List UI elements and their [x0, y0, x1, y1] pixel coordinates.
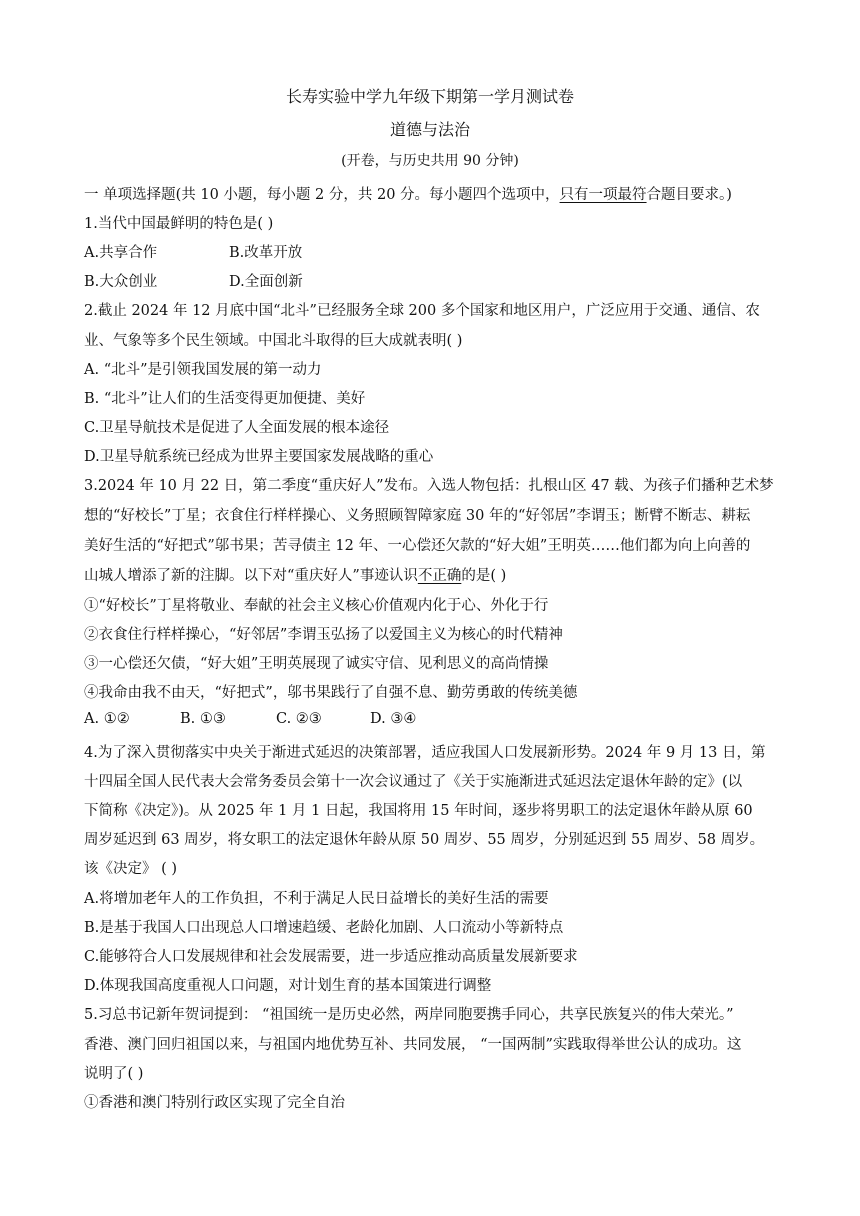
q5-statement-1: ①香港和澳门特别行政区实现了完全自治 [84, 1095, 345, 1111]
q2-option-d: D.卫星导航系统已经成为世界主要国家发展战略的重心 [84, 449, 434, 465]
q4-option-b: B.是基于我国人口出现总人口增速趋缓、老龄化加剧、人口流动小等新特点 [84, 920, 564, 936]
q3-statement-2: ②衣食住行样样操心，“好邻居”李谓玉弘扬了以爱国主义为核心的时代精神 [84, 627, 563, 643]
q1-options-row1 [84, 241, 302, 262]
q3-underlined: 不正确 [417, 568, 462, 584]
section-heading-text: 一 单项选择题(共 10 小题，每小题 2 分，共 20 分。每小题四个选项中， [84, 187, 560, 203]
subject-title: 道德与法治 [389, 120, 470, 139]
q3-options [84, 711, 416, 727]
q2-line-1: 2.截止 2024 年 12 月底中国“北斗”已经服务全球 200 多个国家和地区用户，广泛应用于交通、通信、农 [84, 303, 760, 319]
q2-option-c: C.卫星导航技术是促进了人全面发展的根本途径 [84, 420, 390, 436]
section-heading-underlined: 只有一项最符 [559, 187, 647, 203]
q4-line-2: 十四届全国人民代表大会常务委员会第十一次会议通过了《关于实施渐进式延迟法定退休年龄的定》(以 [84, 774, 743, 790]
q1-option-c: B.大众创业 [84, 274, 158, 290]
q4-option-d: D.体现我国高度重视人口问题，对计划生育的基本国策进行调整 [84, 978, 492, 994]
q4-option-a: A.将增加老年人的工作负担，不利于满足人民日益增长的美好生活的需要 [84, 891, 549, 907]
q4-line-5: 该《决定》 ( ) [84, 861, 178, 877]
q3-statement-4: ④我命由我不由天，“好把式”，邬书果践行了自强不息、勤劳勇敢的传统美德 [84, 685, 578, 701]
exam-note: (开卷，与历史共用 90 分钟) [341, 153, 519, 169]
q5-line-3: 说明了( ) [84, 1066, 144, 1082]
q4-line-3: 下简称《决定》)。从 2025 年 1 月 1 日起，我国将用 15 年时间，逐步将男职工的法定退休年龄从原 60 [84, 803, 753, 819]
section-heading-tail: 合题目要求。) [646, 187, 732, 203]
q3-statement-3: ③一心偿还欠债，“好大姐”王明英展现了诚实守信、见利思义的高尚情操 [84, 656, 549, 672]
q3-line-1: 3.2024 年 10 月 22 日，第二季度“重庆好人”发布。入选人物包括：扎根山区 47 载、为孩子们播种艺术梦 [84, 478, 774, 494]
q2-line-2: 业、气象等多个民生领域。中国北斗取得的巨大成就表明( ) [84, 333, 463, 349]
q3-line-4-tail: 的是( ) [461, 568, 507, 584]
q1-options-row2 [84, 270, 303, 291]
q3-line-3: 美好生活的“好把式”邬书果；苦寻债主 12 年、一心偿还欠款的“好大姐”王明英……他们都为向上向善的 [84, 538, 751, 554]
q1-option-a: A.共享合作 [84, 245, 158, 261]
q5-line-2: 香港、澳门回归祖国以来，与祖国内地优势互补、共同发展， “一国两制”实践取得举世公认的成功。这 [84, 1037, 742, 1053]
q4-line-1: 4.为了深入贯彻落实中央关于渐进式延迟的决策部署，适应我国人口发展新形势。2024 年 9 月 13 日，第 [84, 745, 766, 761]
q3-statement-1: ①“好校长”丁星将敬业、奉献的社会主义核心价值观内化于心、外化于行 [84, 598, 549, 614]
q4-line-4: 周岁延迟到 63 周岁，将女职工的法定退休年龄从原 50 周岁、55 周岁，分别延迟到 55 周岁、58 周岁。 [84, 832, 765, 848]
q3-line-2: 想的“好校长”丁星；衣食住行样样操心、义务照顾智障家庭 30 年的“好邻居”李谓玉；断臂不断志、耕耘 [84, 508, 751, 524]
q3-option-c: C. ②③ [276, 711, 322, 727]
q1-stem: 1.当代中国最鲜明的特色是( ) [84, 216, 274, 232]
q3-line-4 [84, 564, 506, 585]
q3-option-d: D. ③④ [370, 711, 417, 727]
exam-title: 长寿实验中学九年级下期第一学月测试卷 [285, 87, 574, 106]
q4-option-c: C.能够符合人口发展规律和社会发展需要，进一步适应推动高质量发展新要求 [84, 949, 578, 965]
q5-line-1: 5.习总书记新年贺词提到： “祖国统一是历史必然，两岸同胞要携手同心，共享民族复兴的伟大荣光。” [84, 1007, 734, 1023]
section-heading [84, 183, 732, 204]
q2-option-a: A. “北斗”是引领我国发展的第一动力 [84, 362, 322, 378]
q3-option-b: B. ①③ [180, 711, 226, 727]
q2-option-b: B. “北斗”让人们的生活变得更加便捷、美好 [84, 391, 366, 407]
q1-option-b: B.改革开放 [229, 245, 303, 261]
q1-option-d: D.全面创新 [229, 274, 303, 290]
q3-line-4-text: 山城人增添了新的注脚。以下对“重庆好人”事迹认识 [84, 568, 418, 584]
q3-option-a: A. ①② [84, 711, 130, 727]
